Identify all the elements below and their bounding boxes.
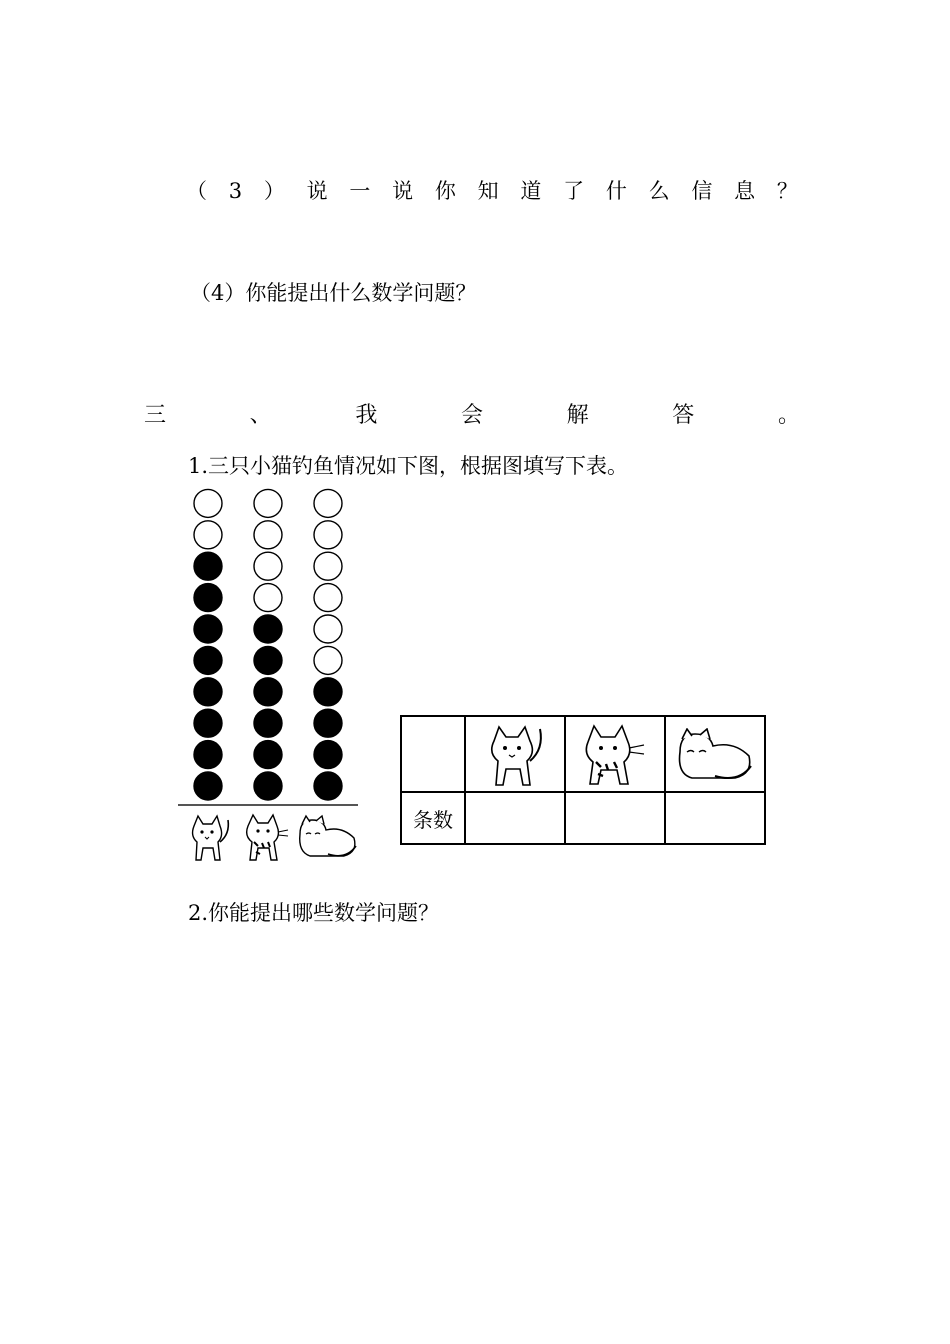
filled-bead — [194, 552, 222, 580]
question-3-char: 道 — [520, 179, 542, 203]
table-corner-cell — [401, 716, 465, 792]
question-3-char: 你 — [434, 179, 456, 203]
section-heading-char: 会 — [460, 403, 483, 428]
filled-bead — [194, 615, 222, 643]
empty-bead — [314, 615, 342, 643]
filled-bead — [194, 646, 222, 674]
section-heading-char: 。 — [777, 403, 800, 428]
section-heading-char: 我 — [355, 403, 378, 428]
table-count-row — [401, 792, 765, 844]
table-count-cell-1[interactable] — [465, 792, 565, 844]
cat-icon-3 — [677, 728, 753, 780]
question-3-char: 么 — [648, 179, 670, 203]
table-cat-cell-3 — [665, 716, 765, 792]
question-3-char: 说 — [306, 179, 328, 203]
filled-bead — [314, 772, 342, 800]
filled-bead — [194, 584, 222, 612]
empty-bead — [314, 521, 342, 549]
empty-bead — [314, 584, 342, 612]
fish-count-table — [400, 715, 766, 845]
question-3-char: 了 — [563, 179, 585, 203]
section-heading-char: 三 — [144, 403, 167, 428]
question-4: （4）你能提出什么数学问题？ — [190, 281, 477, 305]
section-heading-char: 答 — [672, 403, 695, 428]
cat-icon-2 — [582, 722, 648, 786]
question-3-char: 信 — [691, 179, 713, 203]
empty-bead — [194, 489, 222, 517]
filled-bead — [314, 678, 342, 706]
empty-bead — [194, 521, 222, 549]
question-3-char: （ — [186, 179, 207, 203]
question-3-char: 说 — [392, 179, 414, 203]
table-count-cell-2[interactable] — [565, 792, 665, 844]
cat-icon-3 — [300, 816, 356, 856]
filled-bead — [254, 678, 282, 706]
cat-icon-2 — [247, 815, 288, 860]
empty-bead — [254, 584, 282, 612]
empty-bead — [314, 646, 342, 674]
table-count-cell-3[interactable] — [665, 792, 765, 844]
filled-bead — [254, 772, 282, 800]
question-3 — [186, 176, 798, 206]
filled-bead — [254, 741, 282, 769]
section-heading-char: 、 — [249, 403, 272, 428]
question-3-char: 一 — [349, 179, 371, 203]
fish-count-chart — [170, 480, 370, 870]
table-cat-cell-1 — [465, 716, 565, 792]
cat-icon-1 — [484, 719, 546, 789]
question-3-char: ？ — [776, 179, 798, 203]
problem-1-text: 1.三只小猫钓鱼情况如下图，根据图填写下表。 — [188, 454, 629, 478]
filled-bead — [314, 741, 342, 769]
empty-bead — [314, 552, 342, 580]
empty-bead — [314, 489, 342, 517]
empty-bead — [254, 521, 282, 549]
empty-bead — [254, 489, 282, 517]
empty-bead — [254, 552, 282, 580]
table-header-row — [401, 716, 765, 792]
cat-icon-1 — [193, 816, 229, 860]
section-heading-char: 解 — [566, 403, 589, 428]
problem-2-text: 2.你能提出哪些数学问题？ — [188, 901, 440, 925]
filled-bead — [254, 646, 282, 674]
filled-bead — [194, 709, 222, 737]
table-row-label: 条数 — [401, 792, 465, 844]
question-3-char: 什 — [605, 179, 627, 203]
table-cat-cell-2 — [565, 716, 665, 792]
question-3-char: ） — [263, 179, 285, 203]
filled-bead — [194, 678, 222, 706]
question-3-char: 3 — [228, 179, 243, 203]
filled-bead — [194, 772, 222, 800]
question-3-char: 知 — [477, 179, 499, 203]
section-heading — [144, 400, 800, 432]
filled-bead — [194, 741, 222, 769]
filled-bead — [254, 615, 282, 643]
filled-bead — [314, 709, 342, 737]
question-3-char: 息 — [734, 179, 756, 203]
filled-bead — [254, 709, 282, 737]
